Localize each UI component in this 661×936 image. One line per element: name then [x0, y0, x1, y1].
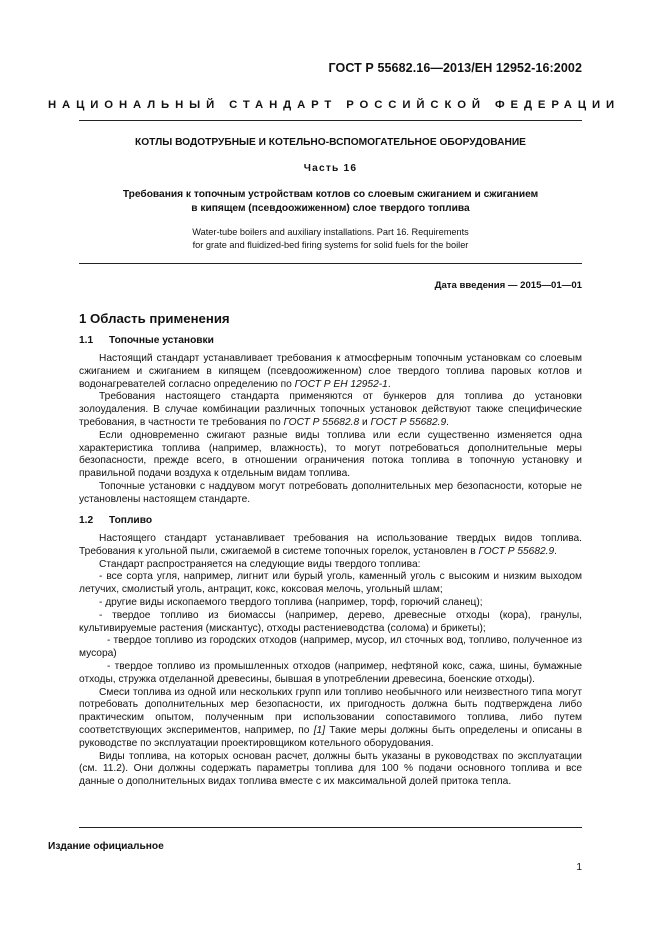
document-subtitle — [79, 188, 582, 216]
divider-top — [79, 120, 582, 121]
subsection-number: 1.1 — [79, 335, 94, 346]
subsection-title: Топливо — [109, 515, 153, 526]
subtitle-line-2: в кипящем (псевдоожиженном) слое твердого топлива — [191, 203, 470, 214]
national-standard-title: НАЦИОНАЛЬНЫЙ СТАНДАРТ РОССИЙСКОЙ ФЕДЕРАЦИИ — [48, 99, 621, 111]
standard-reference: ГОСТ Р 55682.8 — [283, 416, 360, 428]
list-item: - все сорта угля, например, лигнит или бурый уголь, каменный уголь с высоким и низким выходом летучих, смолистый уголь, антрацит, кокс, коксовая мелочь, угольный шлам; — [79, 571, 582, 596]
paragraph: Смеси топлива из одной или нескольких групп или топливо необычного или неизвестного типа могут потребовать дополнительных мер безопасности, их пригодность должна быть подтверждена либо практическим опытом, полученным при использовании сопоставимого топлива, либо путем соответствующих экспериментов, например, по [1] Такие меры должны быть определены и описаны в руководстве по эксплуатации проектировщиком котельного оборудования. — [79, 686, 583, 749]
paragraph: Виды топлива, на которых основан расчет, должны быть указаны в руководствах по эксплуатации (см. 11.2). Они должны содержать параметры топлива для 100 % подачи основного топлива и все данные о дополнительных видах топлива вместе с их максимальной долей притока тепла. — [79, 750, 582, 788]
list-item: - другие виды ископаемого твердого топлива (например, торф, горючий сланец); — [99, 596, 483, 608]
paragraph: Требования настоящего стандарта применяются от бункеров для топлива до установки золоудаления. В случае комбинации различных топочных установок действуют также специфические требования, в частности те требования по ГОСТ Р 55682.8 и ГОСТ Р 55682.9. — [79, 391, 582, 428]
official-edition-label: Издание официальное — [48, 841, 164, 852]
list-item: - твердое топливо из промышленных отходов (например, нефтяной кокс, сажа, шины, бумажные отходы, стружка отделанной древесины, бывшая в употреблении древесина, боенские отходы). — [79, 660, 582, 685]
standard-reference: ГОСТ Р 55682.9 — [370, 416, 447, 428]
standard-reference: ГОСТ Р ЕН 12952-1 — [294, 378, 388, 390]
paragraph: Если одновременно сжигают разные виды топлива или если существенно изменяется одна характеристика топлива (например, влажность), то могут потребоваться дополнительные меры безопасности, прежде всего, в отношении ограничения потока топлива в топочную установку и правильной подачи воздуха к отдельным видам топлива. — [79, 429, 582, 480]
subsection-1-1-body — [79, 353, 582, 507]
introduction-date: Дата введения — 2015—01—01 — [434, 280, 582, 291]
list-item: - твердое топливо из биомассы (например, дерево, древесные отходы (кора), гранулы, культивируемые растения (мискантус), отходы растениеводства (солома) и брикеты); — [79, 609, 582, 634]
bibliography-reference: [1] — [313, 724, 326, 736]
paragraph: Стандарт распространяется на следующие виды твердого топлива: — [99, 558, 421, 570]
subsection-1-2-body — [79, 533, 582, 789]
subsection-heading-1-1 — [79, 335, 214, 346]
standard-reference: ГОСТ Р 55682.9 — [478, 545, 555, 557]
divider-bottom — [79, 827, 582, 828]
document-main-title: КОТЛЫ ВОДОТРУБНЫЕ И КОТЕЛЬНО-ВСПОМОГАТЕЛЬНОЕ ОБОРУДОВАНИЕ — [135, 137, 526, 148]
section-heading: 1 Область применения — [79, 311, 230, 326]
paragraph: Настоящего стандарт устанавливает требования на использование твердых видов топлива. Требования к угольной пыли, сжигаемой в системе топочных горелок, установлен в ГОСТ Р 55682.9. — [79, 533, 582, 557]
part-number: Часть 16 — [303, 163, 358, 174]
list-item: - твердое топливо из городских отходов (например, мусор, ил сточных вод, топливо, полученное из мусора) — [79, 635, 582, 660]
page-number: 1 — [576, 862, 582, 873]
english-title — [79, 226, 582, 251]
english-title-line-1: Water-tube boilers and auxiliary installations. Part 16. Requirements — [192, 227, 469, 237]
divider-middle — [79, 263, 582, 264]
paragraph: Топочные установки с наддувом могут потребовать дополнительных мер безопасности, которые не установлены настоящем стандарте. — [79, 480, 582, 505]
subtitle-line-1: Требования к топочным устройствам котлов со слоевым сжиганием и сжиганием — [122, 189, 539, 200]
paragraph: Настоящий стандарт устанавливает требования к атмосферным топочным установкам со слоевым сжиганием и сжиганием в кипящем (псевдоожиженном) слое твердого топлива паровых котлов и водонагревателей согласно определению по ГОСТ Р ЕН 12952-1. — [79, 353, 582, 390]
subsection-heading-1-2 — [79, 515, 152, 526]
subsection-title: Топочные установки — [109, 335, 214, 346]
standard-code: ГОСТ Р 55682.16—2013/ЕН 12952-16:2002 — [328, 61, 582, 75]
subsection-number: 1.2 — [79, 515, 94, 526]
english-title-line-2: for grate and fluidized-bed firing systems for solid fuels for the boiler — [192, 239, 469, 250]
